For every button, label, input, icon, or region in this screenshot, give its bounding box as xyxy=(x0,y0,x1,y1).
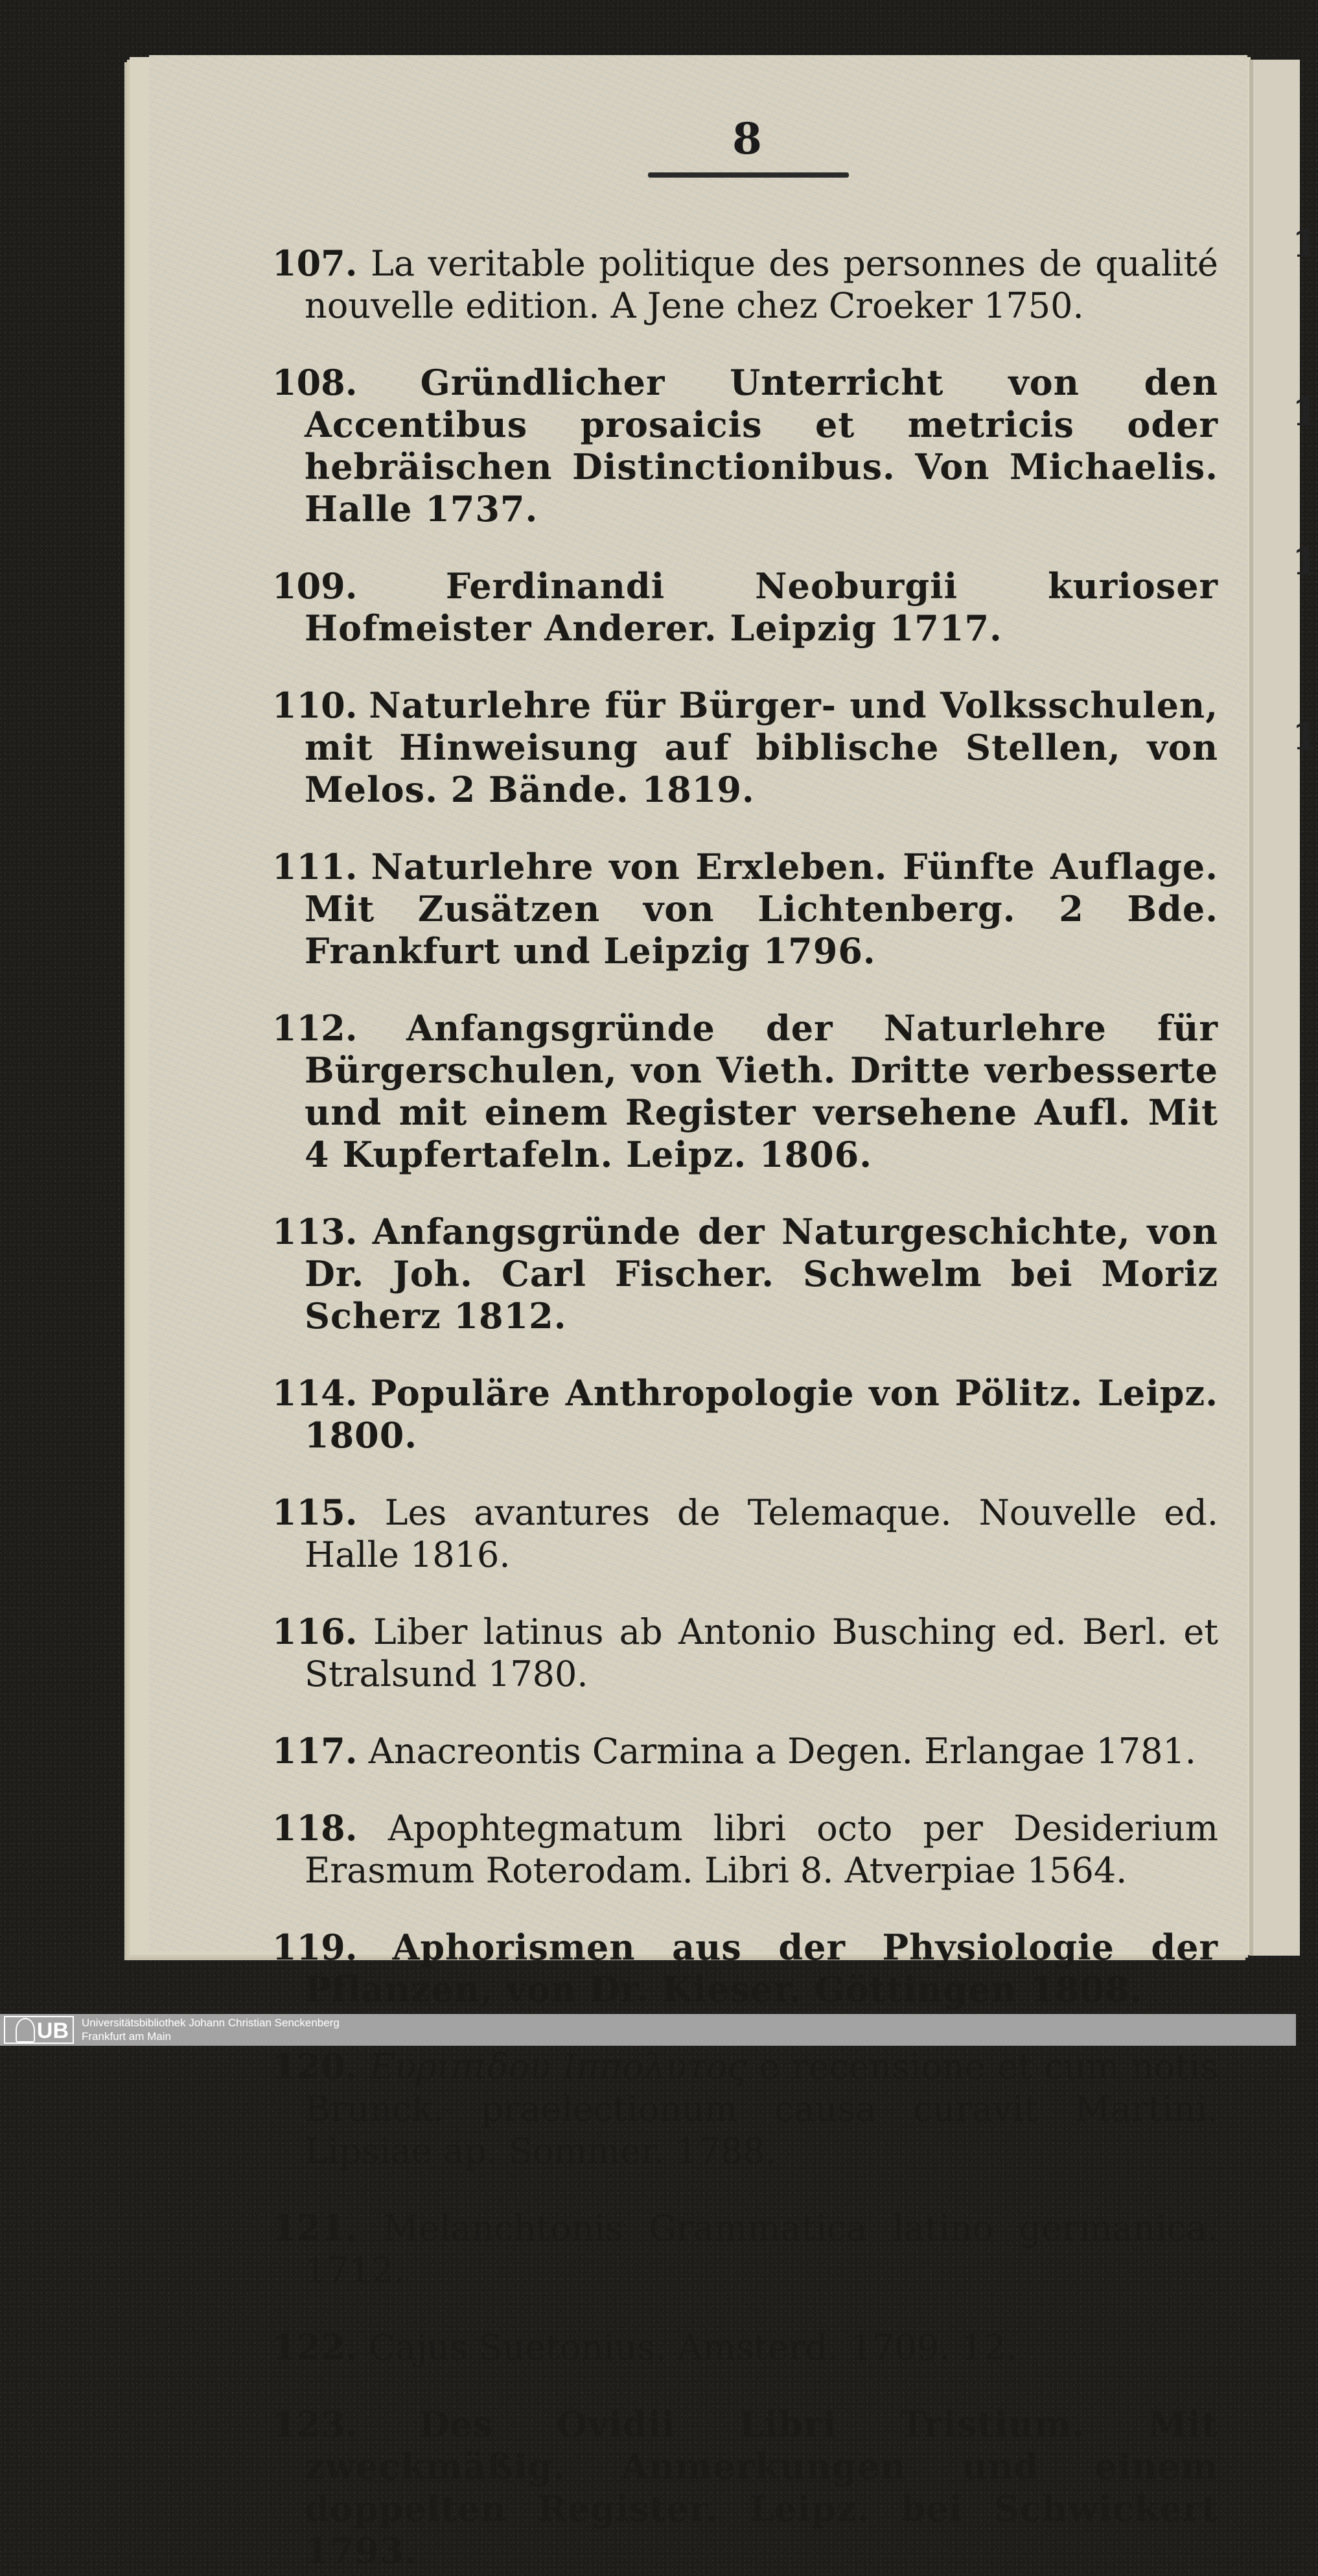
facing-page-edge xyxy=(1249,60,1318,1956)
library-city: Frankfurt am Main xyxy=(82,2030,171,2043)
entry-text: Gründlicher Unterricht von den Accentibus prosaicis et metricis oder hebräischen Distinctionibus. Von Michaelis. Halle 1737. xyxy=(305,362,1218,530)
entry-text: e recensione et cum notis Brunck. praelectionum causa curavit Martini. Lipsiae ap. Sommer. 1788. xyxy=(305,2046,1218,2172)
entry-number: 119. xyxy=(272,1926,358,1968)
catalog-entry xyxy=(272,1492,1218,1576)
catalog-entry xyxy=(272,1211,1218,1337)
facing-page-glyph: 1 xyxy=(1292,714,1318,758)
portrait-icon xyxy=(16,2018,35,2043)
entry-text: Anacreontis Carmina a Degen. Erlangae 1781. xyxy=(368,1731,1196,1772)
entry-number: 116. xyxy=(272,1611,358,1652)
library-name: Universitätsbibliothek Johann Christian Senckenberg xyxy=(82,2017,340,2029)
entry-text: Ferdinandi Neoburgii kurioser Hofmeister Anderer. Leipzig 1717. xyxy=(305,565,1218,649)
entry-number: 117. xyxy=(272,1730,358,1772)
entry-number: 109. xyxy=(272,565,358,607)
catalog-entry xyxy=(272,565,1218,650)
facing-page-glyph: 1 xyxy=(1292,539,1318,583)
entry-number: 107. xyxy=(272,242,358,284)
entry-number: 111. xyxy=(272,846,358,887)
catalog-entry xyxy=(272,2207,1218,2291)
catalog-entry xyxy=(272,362,1218,530)
catalog-entry xyxy=(272,2046,1218,2172)
entry-text: Des Ovidii Libri Tristium. Mit zweckmäßig. Anmerkungen und einem doppelten Register. Leipz. bei Schwickert 1793. xyxy=(305,2404,1218,2571)
catalog-entry xyxy=(272,685,1218,811)
catalog-entry xyxy=(272,1730,1218,1772)
catalog-entry xyxy=(272,1926,1218,2011)
entry-text: Anfangsgründe der Naturgeschichte, von Dr. Joh. Carl Fischer. Schwelm bei Moriz Scherz 1812. xyxy=(305,1211,1218,1337)
entry-text: Naturlehre für Bürger- und Volksschulen, mit Hinweisung auf biblische Stellen, von Melos. 2 Bände. 1819. xyxy=(305,685,1218,810)
entry-number: 112. xyxy=(272,1007,358,1049)
entry-text: Anfangsgründe der Naturlehre für Bürgerschulen, von Vieth. Dritte verbesserte und mit einem Register versehene Aufl. Mit 4 Kupfertafeln. Leipz. 1806. xyxy=(305,1007,1218,1175)
entry-text: Naturlehre von Erxleben. Fünfte Auflage. Mit Zusätzen von Lichtenberg. 2 Bde. Frankfurt und Leipzig 1796. xyxy=(305,846,1218,972)
catalog-entry xyxy=(272,2404,1218,2572)
catalog-entry xyxy=(272,1807,1218,1891)
catalog-entry xyxy=(272,242,1218,327)
entry-number: 115. xyxy=(272,1492,358,1533)
entry-text: Populäre Anthropologie von Pölitz. Leipz. 1800. xyxy=(305,1372,1218,1456)
catalog-entry xyxy=(272,1007,1218,1176)
entry-greek-title: Ευριπιδου Ιππολυτος xyxy=(369,2046,747,2087)
entry-text: Liber latinus ab Antonio Busching ed. Berl. et Stralsund 1780. xyxy=(305,1611,1218,1694)
entry-number: 113. xyxy=(272,1211,358,1252)
catalog-entry xyxy=(272,2326,1218,2369)
entry-text: Cajus Suetonius. Amsterd. 1709. 12. xyxy=(368,2327,1017,2368)
ub-logo: UB xyxy=(4,2016,74,2044)
catalog-entry xyxy=(272,846,1218,972)
entry-text: Melanchtonis Grammatica latino germanica. 1712. xyxy=(305,2208,1218,2291)
catalog-entry xyxy=(272,1372,1218,1457)
entry-text: La veritable politique des personnes de qualité nouvelle edition. A Jene chez Croeker 1750. xyxy=(305,243,1218,326)
entry-number: 121. xyxy=(272,2207,358,2249)
entry-number: 122. xyxy=(272,2326,358,2368)
entry-text: Les avantures de Telemaque. Nouvelle ed. Halle 1816. xyxy=(305,1492,1218,1575)
entry-number: 120. xyxy=(272,2046,358,2087)
entry-text: Apophtegmatum libri octo per Desiderium Erasmum Roterodam. Libri 8. Atverpiae 1564. xyxy=(305,1808,1218,1891)
entry-number: 118. xyxy=(272,1807,358,1849)
library-footer xyxy=(0,2014,1296,2046)
entry-number: 114. xyxy=(272,1372,358,1414)
entry-number: 108. xyxy=(272,362,358,403)
facing-page-glyph: 1 xyxy=(1292,390,1318,434)
catalog-entry xyxy=(272,1611,1218,1695)
facing-page-glyph: 1 xyxy=(1292,222,1318,266)
entry-number: 123. xyxy=(272,2404,358,2445)
catalog-entries xyxy=(272,207,1218,2576)
page-number-rule xyxy=(648,172,849,178)
entry-number: 110. xyxy=(272,685,358,726)
page-number: 8 xyxy=(732,113,762,164)
entry-text: Aphorismen aus der Physiologie der Pflanzen, von Dr. Kieser. Göttingen 1808. xyxy=(305,1926,1218,2010)
